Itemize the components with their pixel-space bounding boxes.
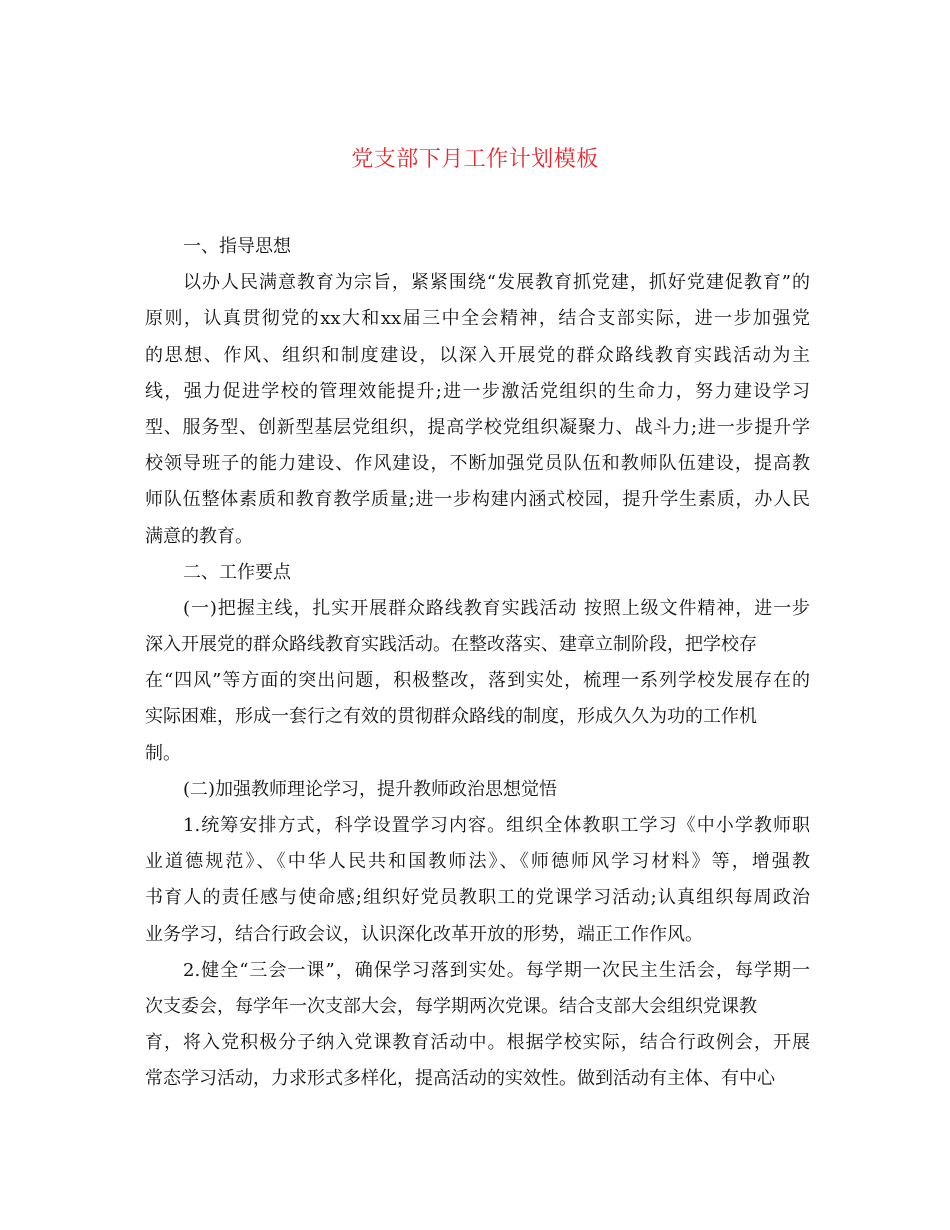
text-line: 常态学习活动，力求形式多样化，提高活动的实效性。做到活动有主体、有中心 [145,1068,775,1090]
text-line: 校领导班子的能力建设、作风建设，不断加强党员队伍和教师队伍建设，提高教 [145,453,810,475]
text-line: 在“四风”等方面的突出问题，积极整改，落到实处，梳理一系列学校发展存在的 [145,670,810,692]
text-line: 书育人的责任感与使命感;组织好党员教职工的党课学习活动;认真组织每周政治 [145,887,810,909]
text-line: 的思想、作风、组织和制度建设，以深入开展党的群众路线教育实践活动为主 [145,344,810,366]
document-title: 党支部下月工作计划模板 [351,147,599,172]
text-line: 型、服务型、创新型基层党组织，提高学校党组织凝聚力、战斗力;进一步提升学 [145,416,810,438]
text-line: 线，强力促进学校的管理效能提升;进一步激活党组织的生命力，努力建设学习 [145,380,810,402]
text-line: 原则，认真贯彻党的xx大和xx届三中全会精神，结合支部实际，进一步加强党 [145,308,810,330]
text-line: 深入开展党的群众路线教育实践活动。在整改落实、建章立制阶段，把学校存 [145,634,757,656]
text-line: 满意的教育。 [145,525,253,547]
text-line: 实际困难，形成一套行之有效的贯彻群众路线的制度，形成久久为功的工作机 [145,706,757,728]
text-line: 业务学习，结合行政会议，认识深化改革开放的形势，端正工作作风。 [145,923,703,945]
text-line: 二、工作要点 [183,561,291,583]
text-line: 一、指导思想 [183,236,291,257]
text-line: 育，将入党积极分子纳入党课教育活动中。根据学校实际，结合行政例会，开展 [145,1032,810,1054]
text-line: 师队伍整体素质和教育教学质量;进一步构建内涵式校园，提升学生素质，办人民 [145,489,810,511]
text-line: 以办人民满意教育为宗旨，紧紧围绕“发展教育抓党建，抓好党建促教育”的 [183,272,810,294]
text-line: 1.统筹安排方式，科学设置学习内容。组织全体教职工学习《中小学教师职 [183,815,810,836]
text-line: (二)加强教师理论学习，提升教师政治思想觉悟 [183,778,558,800]
document-body [145,229,810,1098]
text-line: 业道德规范》、《中华人民共和国教师法》、《师德师风学习材料》等，增强教 [145,851,810,873]
text-line: 次支委会，每学年一次支部大会，每学期两次党课。结合支部大会组织党课教 [145,995,757,1017]
text-line: 制。 [145,742,181,764]
text-line: 2.健全“三会一课”，确保学习落到实处。每学期一次民主生活会，每学期一 [183,959,810,981]
text-line: (一)把握主线，扎实开展群众路线教育实践活动 按照上级文件精神，进一步 [183,597,810,619]
